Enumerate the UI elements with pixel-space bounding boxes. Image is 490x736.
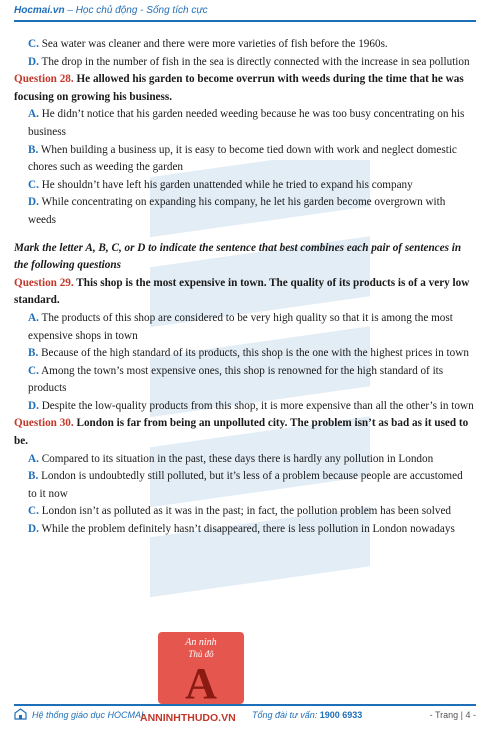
page-content [14, 36, 474, 539]
page-number: - Trang | 4 - [429, 710, 476, 720]
brand-name: Hocmai.vn [14, 5, 65, 16]
question-29-stem: Question 29. This shop is the most expensive in town. The quality of its products is of a very low standard. [14, 276, 470, 307]
question-28-stem: Question 28. He allowed his garden to become overrun with weeds during the time that he was focusing on growing his business. [14, 73, 464, 103]
logo-line2: Thủ đô [188, 649, 214, 659]
footer-system-name: Hệ thống giáo dục HOCMAI [32, 710, 144, 720]
option-29-c: C. Among the town’s most expensive ones, this shop is renowned for the high standard of its products [28, 364, 444, 395]
anninh-thudo-logo [158, 632, 244, 704]
option-29-b: B. Because of the high standard of its products, this shop is the one with the highest prices in town [28, 347, 469, 360]
option-30-b: B. London is undoubtedly still polluted, but it’s less of a problem because people are accustomed to it now [28, 470, 463, 500]
option-30-c: C. London isn’t as polluted as it was in the past; in fact, the pollution problem has been solved [28, 505, 451, 518]
option-28-c: C. He shouldn’t have left his garden unattended while he tried to expand his company [28, 178, 413, 191]
logo-line1: An ninh [185, 637, 217, 648]
header-tagline: – Học chủ động - Sống tích cực [64, 5, 208, 16]
section-instruction: Mark the letter A, B, C, or D to indicate the sentence that best combines each pair of sentences in the following questions [14, 241, 462, 272]
anninh-thudo-site: ANNINHTHUDO.VN [140, 712, 236, 724]
option-28-a: A. He didn’t notice that his garden needed weeding because he was too busy concentrating on his business [28, 108, 465, 138]
option-29-d: D. Despite the low-quality products from this shop, it is more expensive than all the other’s in town [28, 399, 474, 412]
option-28-d: D. While concentrating on expanding his company, he let his garden become overgrown with weeds [28, 196, 446, 226]
footer-hotline: Tổng đài tư vấn: 1900 6933 [252, 710, 363, 720]
option-27-d: D. The drop in the number of fish in the sea is directly connected with the increase in sea pollution [28, 55, 470, 68]
footer-divider [14, 704, 476, 706]
logo-letter: A [185, 659, 217, 704]
option-30-a: A. Compared to its situation in the past, these days there is hardly any pollution in London [28, 452, 434, 465]
option-28-b: B. When building a business up, it is easy to become tied down with work and neglect domestic chores such as weeding the garden [28, 143, 457, 174]
option-29-a: A. The products of this shop are considered to be very high quality so that it is among the most expensive shops in town [28, 311, 453, 342]
question-30-stem: Question 30. London is far from being an unpolluted city. The problem isn’t as bad as it used to be. [14, 417, 469, 448]
option-27-c: C. Sea water was cleaner and there were more varieties of fish before the 1960s. [28, 38, 388, 50]
header-divider [14, 20, 476, 22]
option-30-d: D. While the problem definitely hasn’t disappeared, there is less pollution in London nowadays [28, 523, 455, 536]
page-header [14, 4, 476, 18]
school-icon [14, 708, 27, 720]
